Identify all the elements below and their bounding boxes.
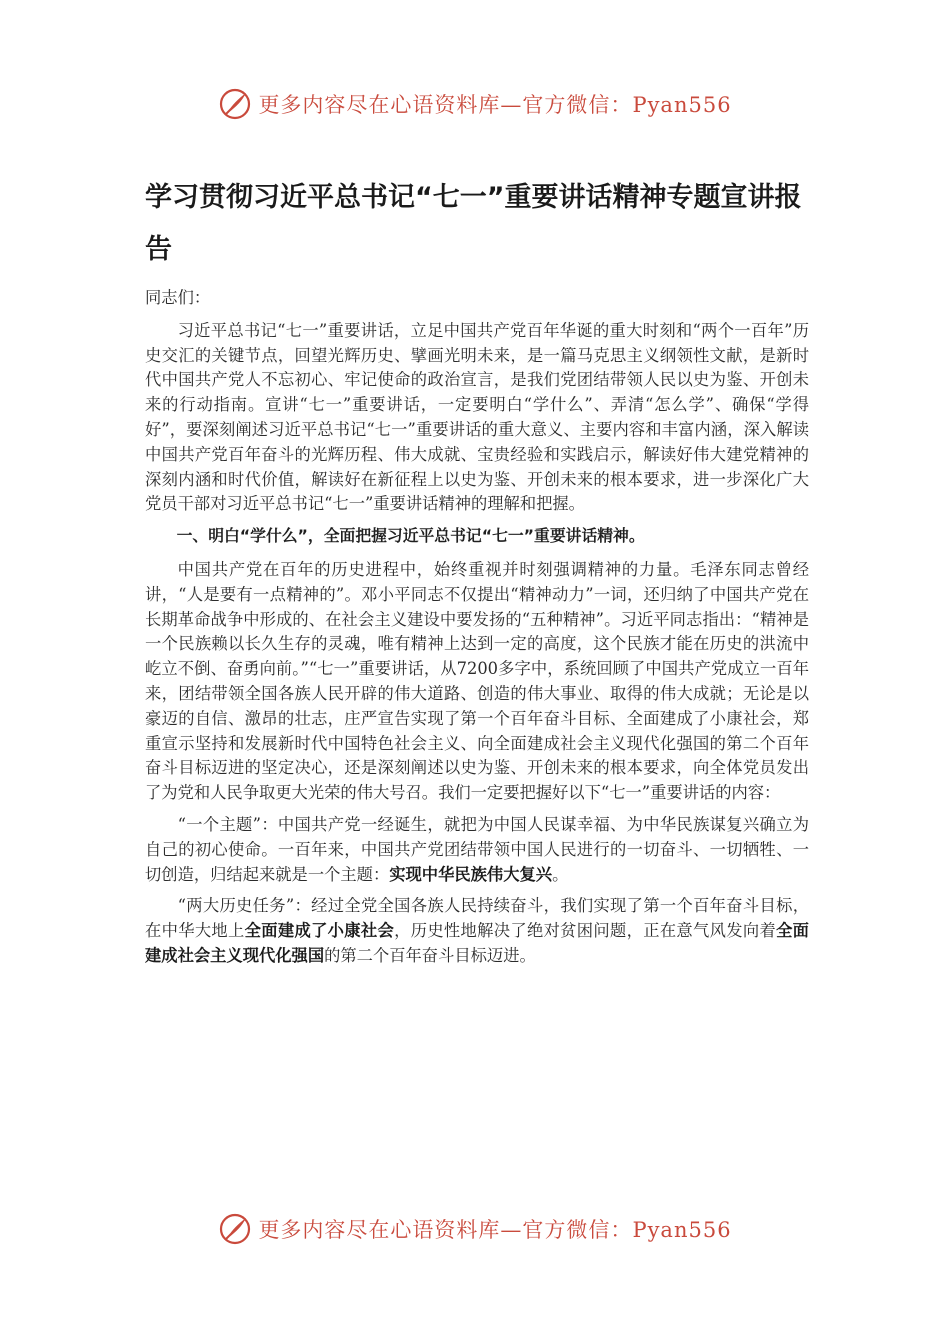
section-paragraph: 中国共产党在百年的历史进程中，始终重视并时刻强调精神的力量。毛泽东同志曾经讲，“人是要有一点精神的”。邓小平同志不仅提出“精神动力”一词，还归纳了中国共产党在长期革命战争中形成的、在社会主义建设中要发扬的“五种精神”。习近平同志指出：“精神是一个民族赖以长久生存的灵魂，唯有精神上达到一定的高度，这个民族才能在历史的洪流中屹立不倒、奋勇向前。”“七一”重要讲话，从7200多字中，系统回顾了中国共产党成立一百年来，团结带领全国各族人民开辟的伟大道路、创造的伟大事业、取得的伟大成就；无论是以豪迈的自信、激昂的壮志，庄严宣告实现了第一个百年奋斗目标、全面建成了小康社会，郑重宣示坚持和发展新时代中国特色社会主义、向全面建成社会主义现代化强国的第二个百年奋斗目标迈进的坚定决心，还是深刻阐述以史为鉴、开创未来的根本要求，向全体党员发出了为党和人民争取更大光荣的伟大号召。我们一定要把握好以下“七一”重要讲话的内容：: [145, 559, 809, 803]
intro-paragraph: 习近平总书记“七一”重要讲话，立足中国共产党百年华诞的重大时刻和“两个一百年”历史交汇的关键节点，回望光辉历史、擘画光明未来，是一篇马克思主义纲领性文献，是新时代中国共产党人不忘初心、牢记使命的政治宣言，是我们党团结带领人民以史为鉴、开创未来的行动指南。宣讲“七一”重要讲话，一定要明白“学什么”、弄清“怎么学”、确保“学得好”，要深刻阐述习近平总书记“七一”重要讲话的重大意义、主要内容和丰富内涵，深入解读中国共产党百年奋斗的光辉历程、伟大成就、宝贵经验和实践启示，解读好伟大建党精神的深刻内涵和时代价值，解读好在新征程上以史为鉴、开创未来的根本要求，进一步深化广大党员干部对习近平总书记“七一”重要讲话精神的理解和把握。: [145, 320, 809, 514]
tasks-paragraph: “两大历史任务”：经过全党全国各族人民持续奋斗，我们实现了第一个百年奋斗目标，在中华大地上全面建成了小康社会，历史性地解决了绝对贫困问题，正在意气风发向着全面建成社会主义现代化强国的第二个百年奋斗目标迈进。: [145, 896, 809, 965]
tasks-emphasis-1: 全面建成了小康社会: [244, 921, 395, 941]
watermark-text: 更多内容尽在心语资料库—官方微信：Pyan556: [258, 93, 732, 117]
theme-emphasis: 实现中华民族伟大复兴: [389, 864, 553, 884]
greeting: 同志们：: [145, 288, 211, 307]
document-body: [145, 286, 809, 976]
wechat-id: Pyan556: [632, 93, 732, 117]
section-heading: 一、明白“学什么”，全面把握习近平总书记“七一”重要讲话精神。: [176, 526, 645, 546]
feather-pen-logo: [218, 87, 252, 121]
document-title: 学习贯彻习近平总书记“七一”重要讲话精神专题宣讲报告: [145, 182, 802, 265]
tasks-emphasis-2: 全面建成社会主义现代化强国: [145, 921, 809, 965]
footer-watermark: [0, 1209, 950, 1249]
header-watermark: [0, 84, 950, 124]
feather-pen-logo: [218, 1212, 252, 1246]
watermark-text: 更多内容尽在心语资料库—官方微信：Pyan556: [258, 1218, 732, 1242]
theme-paragraph: “一个主题”：中国共产党一经诞生，就把为中国人民谋幸福、为中华民族谋复兴确立为自己的初心使命。一百年来，中国共产党团结带领中国人民进行的一切奋斗、一切牺牲、一切创造，归结起来就是一个主题：实现中华民族伟大复兴。: [145, 814, 809, 884]
wechat-id: Pyan556: [632, 1218, 732, 1242]
